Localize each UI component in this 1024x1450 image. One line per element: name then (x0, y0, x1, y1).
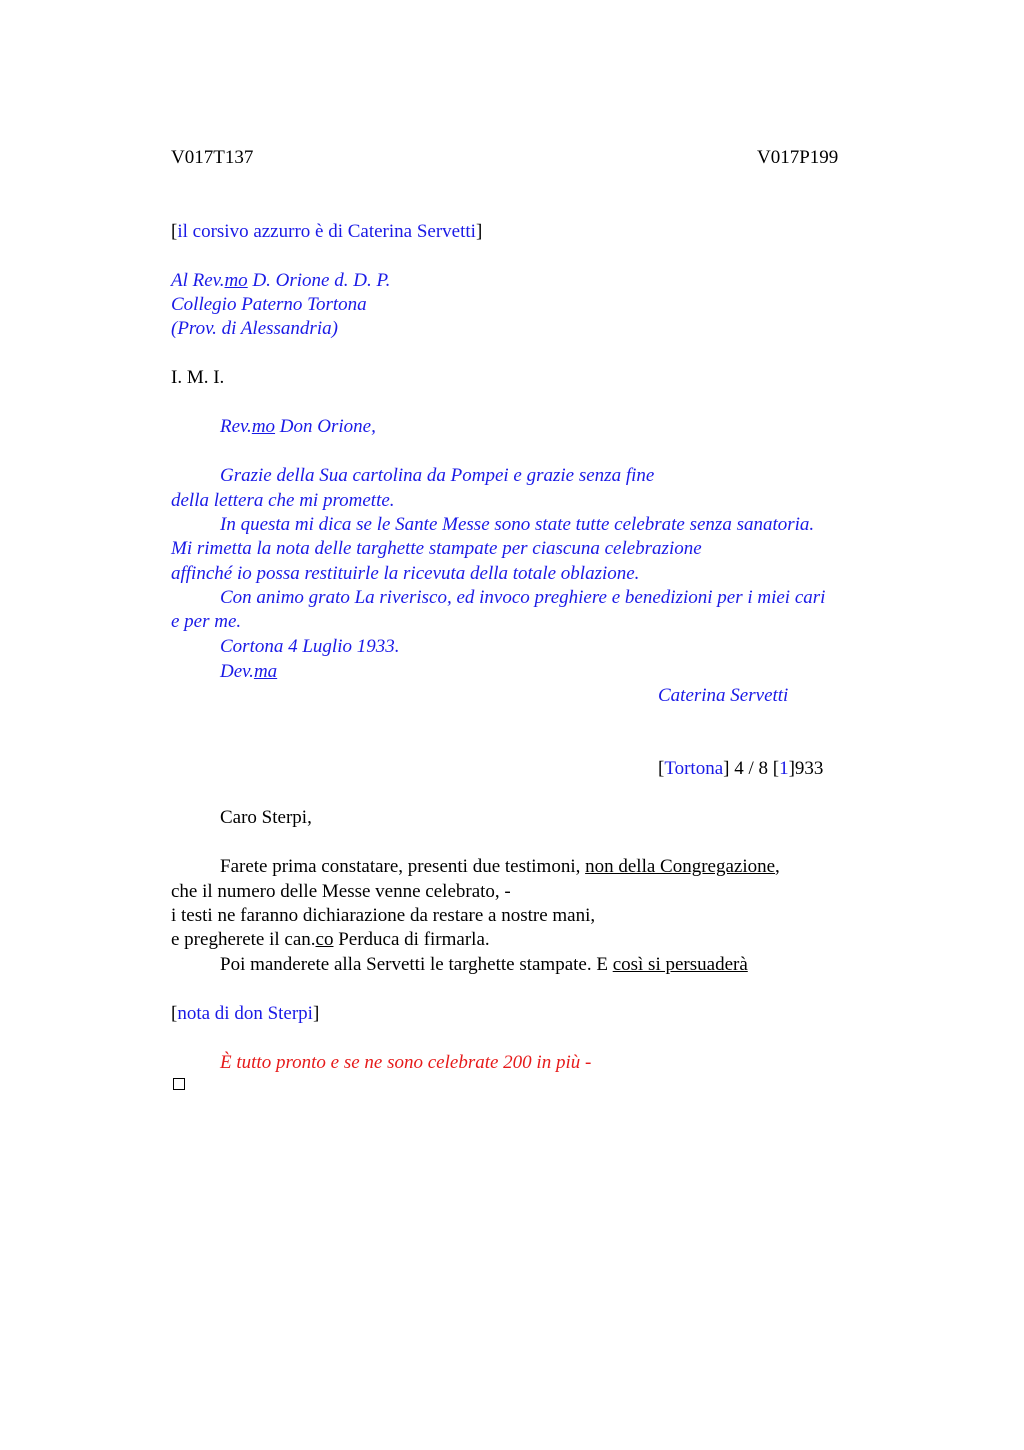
letter2-date: [Tortona] 4 / 8 [1]933 (658, 758, 824, 779)
address-line-1: Al Rev.mo D. Orione d. D. P. (171, 270, 391, 291)
letter1-signature: Caterina Servetti (658, 685, 789, 706)
letter1-body-line: Mi rimetta la nota delle targhette stampate per ciascuna celebrazione (171, 538, 702, 559)
document-code-left: V017T137 (171, 147, 254, 168)
editor-note-text: il corsivo azzurro è di Caterina Servetti (177, 221, 476, 242)
sterpi-note-text: È tutto pronto e se ne sono celebrate 200 in più - (220, 1052, 592, 1073)
letter1-body-line: e per me. (171, 611, 242, 632)
sterpi-note-label: [nota di don Sterpi] (171, 1003, 320, 1024)
letter2-salutation: Caro Sterpi, (220, 807, 312, 828)
letter2-body-line: Poi manderete alla Servetti le targhette stampate. E così si persuaderà (220, 954, 748, 975)
document-code-right: V017P199 (757, 147, 839, 168)
letter1-body-line: della lettera che mi promette. (171, 490, 395, 511)
letter2-body-line: che il numero delle Messe venne celebrato, - (171, 881, 511, 902)
letter1-closing: Dev.ma (220, 661, 278, 682)
address-line-3: (Prov. di Alessandria) (171, 318, 338, 339)
letter1-date: Cortona 4 Luglio 1933. (220, 636, 400, 657)
letter1-body-line: In questa mi dica se le Sante Messe sono state tutte celebrate senza sanatoria. (220, 514, 815, 535)
checkbox-square-icon (173, 1078, 185, 1090)
letter1-salutation: Rev.mo Don Orione, (220, 416, 376, 437)
letter2-body-line: i testi ne faranno dichiarazione da restare a nostre mani, (171, 905, 596, 926)
address-line-2: Collegio Paterno Tortona (171, 294, 367, 315)
letter2-body-line: e pregherete il can.co Perduca di firmarla. (171, 929, 490, 950)
letter2-body-line: Farete prima constatare, presenti due testimoni, non della Congregazione, (220, 856, 780, 877)
editor-note: [il corsivo azzurro è di Caterina Servetti] (171, 221, 483, 242)
letter1-body-line: affinché io possa restituirle la ricevuta della totale oblazione. (171, 563, 640, 584)
letter1-body-line: Con animo grato La riverisco, ed invoco preghiere e benedizioni per i miei cari (220, 587, 826, 608)
letter1-body-line: Grazie della Sua cartolina da Pompei e grazie senza fine (220, 465, 655, 486)
monogram: I. M. I. (171, 367, 225, 388)
